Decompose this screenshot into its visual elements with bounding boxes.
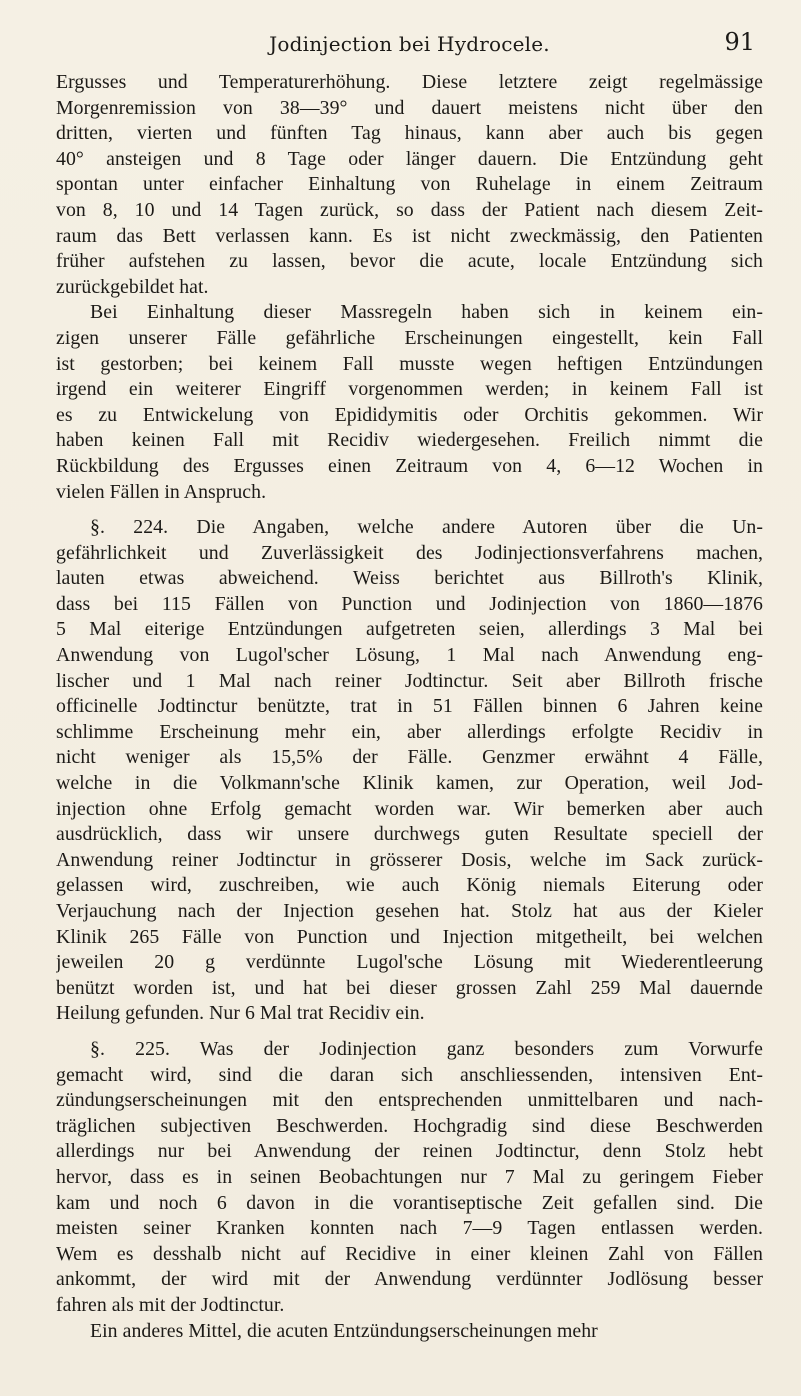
text-line: Bei Einhaltung dieser Massregeln haben sich in keinem ein- <box>90 301 763 324</box>
text-line: Wem es desshalb nicht auf Recidive in einer kleinen Zahl von Fällen <box>56 1242 763 1265</box>
text-line: Ein anderes Mittel, die acuten Entzündungserscheinungen mehr <box>90 1319 598 1342</box>
text-line: hervor, dass es in seinen Beobachtungen nur 7 Mal zu geringem Fieber <box>56 1165 763 1188</box>
text-line: Anwendung von Lugol'scher Lösung, 1 Mal nach Anwendung eng- <box>56 644 763 667</box>
text-line: vielen Fällen in Anspruch. <box>56 480 267 503</box>
text-line: zündungserscheinungen mit den entsprechenden unmittelbaren und nach- <box>56 1089 763 1112</box>
text-line: benützt worden ist, und hat bei dieser grossen Zahl 259 Mal dauernde <box>56 976 763 999</box>
text-line: lischer und 1 Mal nach reiner Jodtinctur. Seit aber Billroth frische <box>56 669 763 692</box>
text-line: Ergusses und Temperaturerhöhung. Diese letztere zeigt regelmässige <box>56 71 763 93</box>
text-line: dritten, vierten und fünften Tag hinaus, kann aber auch bis gegen <box>56 122 763 145</box>
section-224-start: §. 224. Die Angaben, welche andere Autoren über die Un- <box>90 516 763 539</box>
text-line: Anwendung reiner Jodtinctur in grösserer Dosis, welche im Sack zurück- <box>56 848 763 871</box>
text-line: dass bei 115 Fällen von Punction und Jodinjection von 1860—1876 <box>56 592 763 615</box>
text-line: zurückgebildet hat. <box>56 275 209 298</box>
text-line: injection ohne Erfolg gemacht worden war. Wir bemerken aber auch <box>56 797 763 820</box>
text-line: lauten etwas abweichend. Weiss berichtet aus Billroth's Klinik, <box>56 567 763 590</box>
text-line: von 8, 10 und 14 Tagen zurück, so dass der Patient nach diesem Zeit- <box>56 198 763 221</box>
text-line: ankommt, der wird mit der Anwendung verdünnter Jodlösung besser <box>56 1268 763 1291</box>
text-line: Heilung gefunden. Nur 6 Mal trat Recidiv ein. <box>56 1002 425 1025</box>
text-line: 5 Mal eiterige Entzündungen aufgetreten seien, allerdings 3 Mal bei <box>56 618 763 641</box>
text-line: welche in die Volkmann'sche Klinik kamen, zur Operation, weil Jod- <box>56 772 763 795</box>
text-line: gelassen wird, zuschreiben, wie auch König niemals Eiterung oder <box>56 874 763 897</box>
text-line: gefährlichkeit und Zuverlässigkeit des Jodinjectionsverfahrens machen, <box>56 541 763 564</box>
text-line: 40° ansteigen und 8 Tage oder länger dauern. Die Entzündung geht <box>56 147 763 170</box>
section-225-start: §. 225. Was der Jodinjection ganz besonders zum Vorwurfe <box>90 1037 763 1060</box>
text-line: Morgenremission von 38—39° und dauert meistens nicht über den <box>56 96 763 119</box>
text-line: officinelle Jodtinctur benützte, trat in 51 Fällen binnen 6 Jahren keine <box>56 695 763 718</box>
text-line: irgend ein weiterer Eingriff vorgenommen werden; in keinem Fall ist <box>56 378 763 401</box>
text-line: meisten seiner Kranken konnten nach 7—9 Tagen entlassen werden. <box>56 1217 763 1240</box>
text-line: zigen unserer Fälle gefährliche Erscheinungen eingestellt, kein Fall <box>56 326 763 349</box>
page-number: 91 <box>724 28 755 56</box>
text-line: ausdrücklich, dass wir unsere durchwegs guten Resultate speciell der <box>56 823 763 846</box>
running-title: Jodinjection bei Hydrocele. <box>269 32 550 56</box>
text-line: ist gestorben; bei keinem Fall musste wegen heftigen Entzündungen <box>56 352 763 375</box>
text-line: fahren als mit der Jodtinctur. <box>56 1293 285 1316</box>
text-line: raum das Bett verlassen kann. Es ist nicht zweckmässig, den Patienten <box>56 224 763 247</box>
text-line: jeweilen 20 g verdünnte Lugol'sche Lösung mit Wiederentleerung <box>56 951 763 974</box>
text-line: Verjauchung nach der Injection gesehen hat. Stolz hat aus der Kieler <box>56 900 763 922</box>
text-line: spontan unter einfacher Einhaltung von Ruhelage in einem Zeitraum <box>56 173 763 196</box>
text-line: schlimme Erscheinung mehr ein, aber allerdings erfolgte Recidiv in <box>56 720 763 743</box>
text-line: haben keinen Fall mit Recidiv wiedergesehen. Freilich nimmt die <box>56 429 763 452</box>
running-head <box>56 0 763 70</box>
text-line: nicht weniger als 15,5% der Fälle. Genzmer erwähnt 4 Fälle, <box>56 746 763 769</box>
text-line: träglichen subjectiven Beschwerden. Hochgradig sind diese Beschwerden <box>56 1114 763 1137</box>
text-line: allerdings nur bei Anwendung der reinen Jodtinctur, denn Stolz hebt <box>56 1140 763 1163</box>
text-line: Rückbildung des Ergusses einen Zeitraum von 4, 6—12 Wochen in <box>56 454 763 477</box>
body-text <box>56 70 763 1344</box>
text-line: früher aufstehen zu lassen, bevor die acute, locale Entzündung sich <box>56 250 763 273</box>
text-line: kam und noch 6 davon in die vorantiseptische Zeit gefallen sind. Die <box>56 1191 763 1214</box>
text-line: Klinik 265 Fälle von Punction und Injection mitgetheilt, bei welchen <box>56 925 763 948</box>
text-line: gemacht wird, sind die daran sich anschliessenden, intensiven Ent- <box>56 1063 763 1086</box>
text-line: es zu Entwickelung von Epididymitis oder Orchitis gekommen. Wir <box>56 403 763 426</box>
